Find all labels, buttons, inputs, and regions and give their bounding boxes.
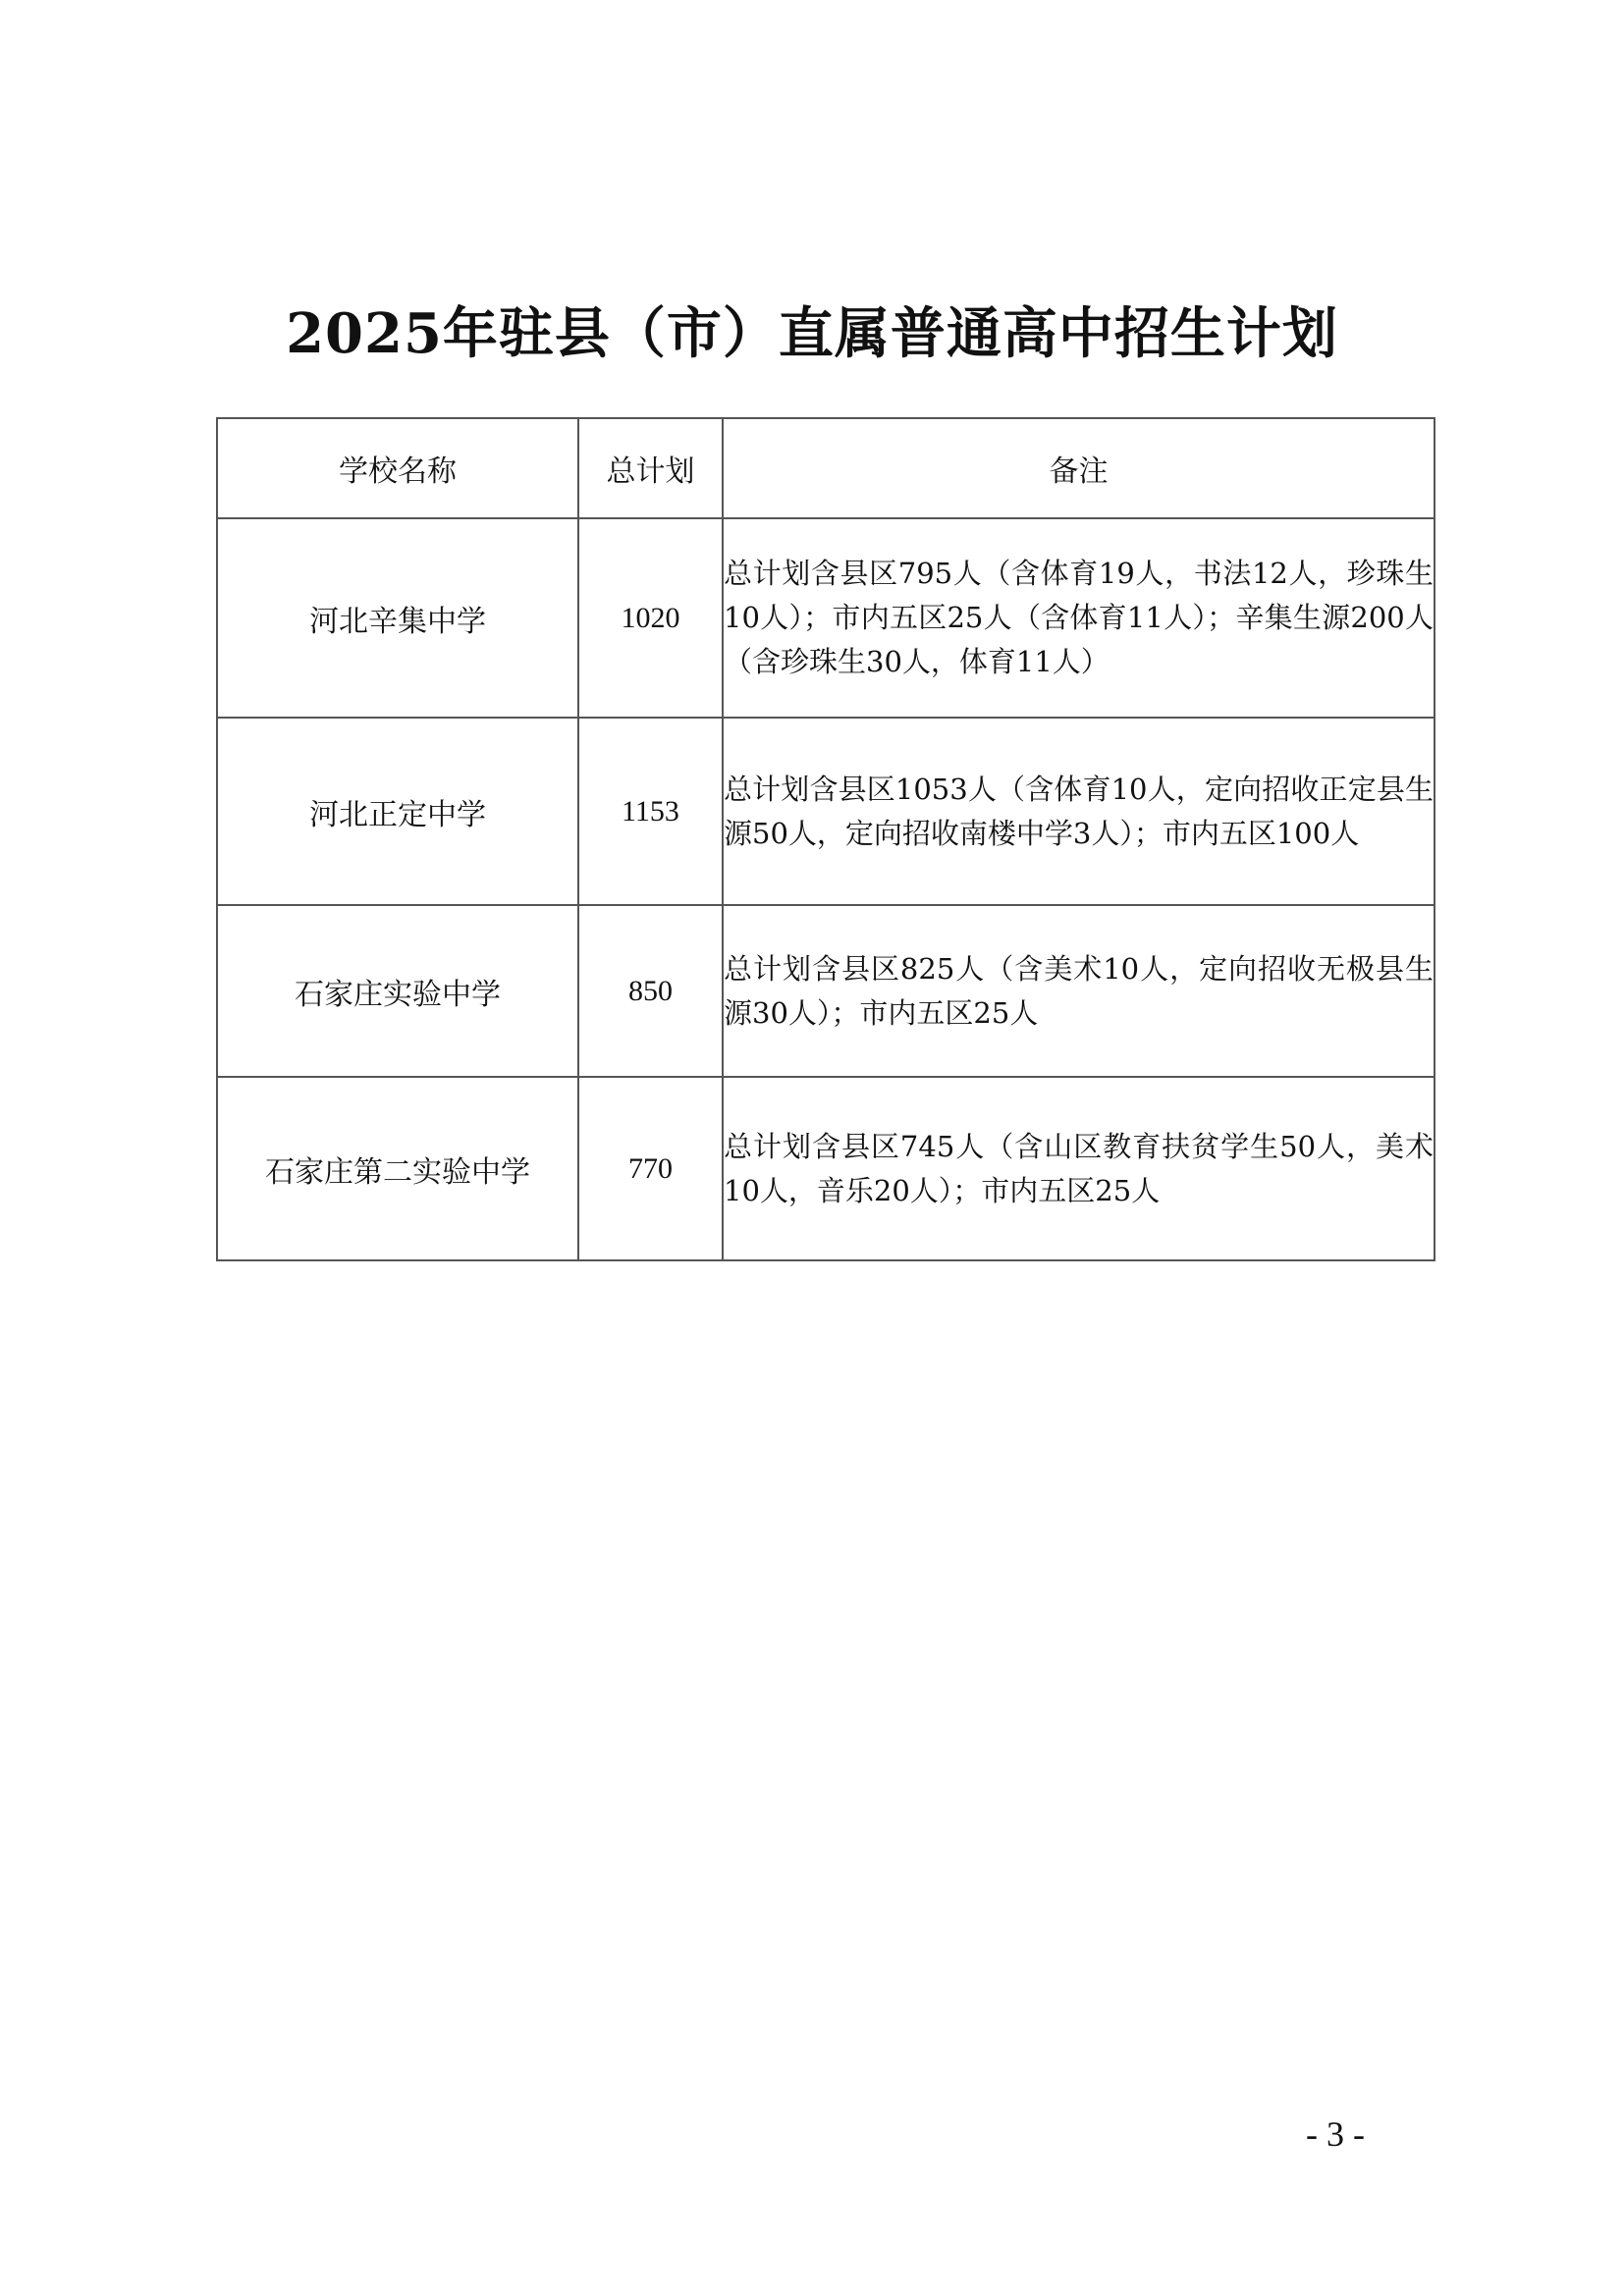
page-title: 2025年驻县（市）直属普通高中招生计划	[286, 301, 1338, 366]
remarks-cell: 总计划含县区1053人（含体育10人，定向招收正定县生源50人，定向招收南楼中学3人）；市内五区100人	[723, 718, 1435, 905]
total-plan-cell: 1153	[578, 718, 723, 905]
total-plan-cell: 1020	[578, 518, 723, 718]
table-header-row	[217, 418, 1435, 518]
remarks-cell: 总计划含县区795人（含体育19人，书法12人，珍珠生10人）；市内五区25人（含体育11人）；辛集生源200人（含珍珠生30人，体育11人）	[723, 518, 1435, 718]
school-name-cell: 石家庄实验中学	[217, 905, 578, 1077]
header-school-name: 学校名称	[217, 418, 578, 518]
school-name-cell: 河北正定中学	[217, 718, 578, 905]
enrollment-plan-table	[216, 417, 1435, 1261]
remarks-cell: 总计划含县区745人（含山区教育扶贫学生50人，美术10人，音乐20人）；市内五区25人	[723, 1077, 1435, 1260]
table-row	[217, 718, 1435, 905]
header-total-plan: 总计划	[578, 418, 723, 518]
page-number: - 3 -	[1306, 2114, 1365, 2154]
total-plan-cell: 770	[578, 1077, 723, 1260]
table-row	[217, 518, 1435, 718]
table-row	[217, 905, 1435, 1077]
remarks-cell: 总计划含县区825人（含美术10人，定向招收无极县生源30人）；市内五区25人	[723, 905, 1435, 1077]
school-name-cell: 石家庄第二实验中学	[217, 1077, 578, 1260]
header-remarks: 备注	[723, 418, 1435, 518]
school-name-cell: 河北辛集中学	[217, 518, 578, 718]
total-plan-cell: 850	[578, 905, 723, 1077]
table-row	[217, 1077, 1435, 1260]
